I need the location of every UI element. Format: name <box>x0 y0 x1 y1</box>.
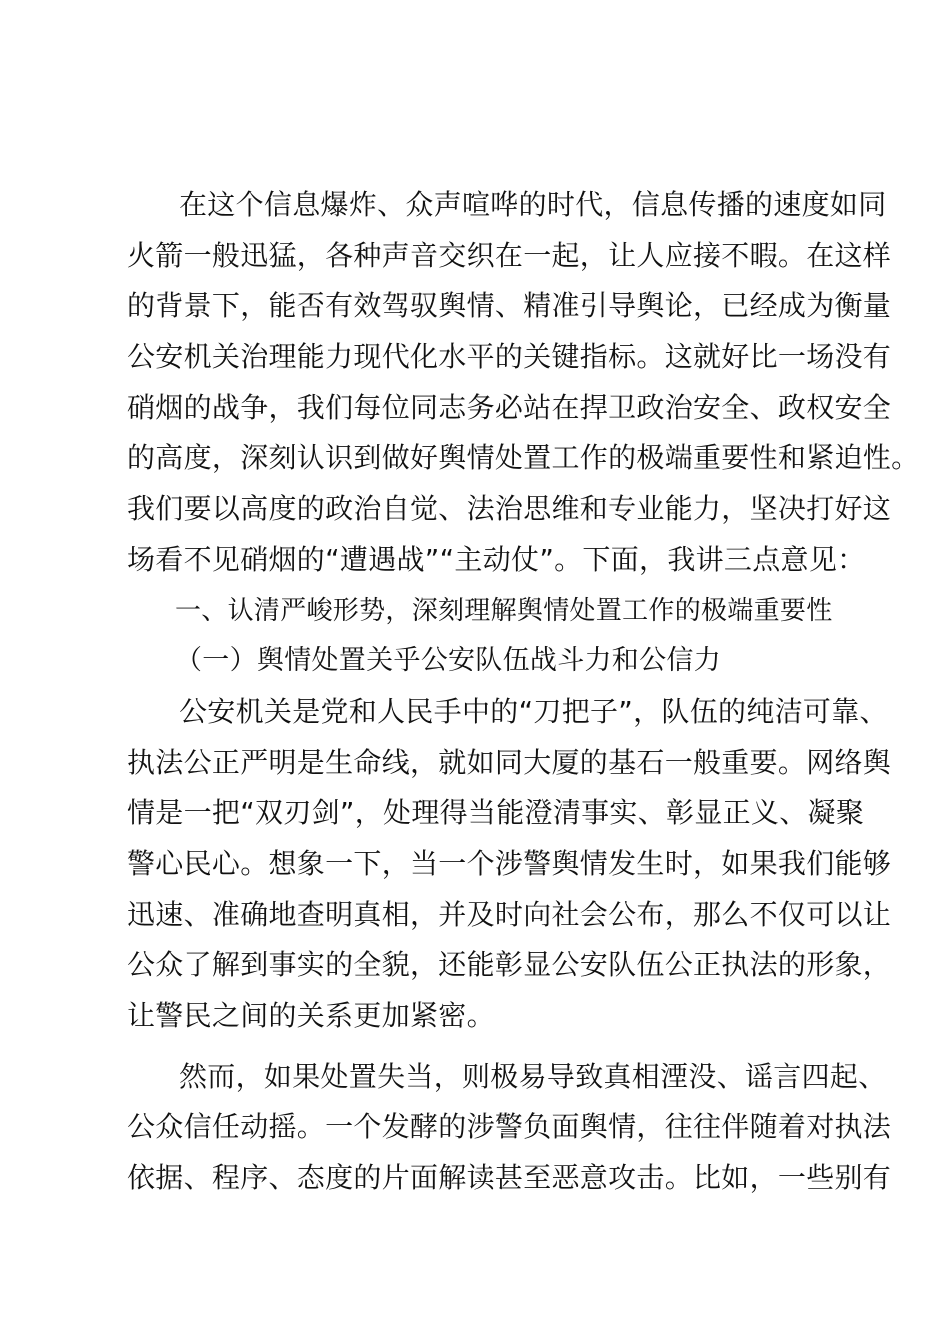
paragraph-1-line: 公安机关治理能力现代化水平的关键指标。这就好比一场没有 <box>127 340 892 374</box>
document-body <box>127 180 920 1204</box>
paragraph-2-line: 公安机关是党和人民手中的“刀把子”，队伍的纯洁可靠、 <box>179 694 888 728</box>
paragraph-1-line: 的高度，深刻认识到做好舆情处置工作的极端重要性和紧迫性。 <box>127 441 920 475</box>
paragraph-3-line: 公众信任动摇。一个发酵的涉警负面舆情，往往伴随着对执法 <box>127 1110 892 1144</box>
section-heading-1: 一、认清严峻形势，深刻理解舆情处置工作的极端重要性 <box>175 595 833 626</box>
subsection-heading-1: （一）舆情处置关乎公安队伍战斗力和公信力 <box>175 645 721 677</box>
paragraph-3-line: 依据、程序、态度的片面解读甚至恶意攻击。比如，一些别有 <box>127 1161 892 1195</box>
paragraph-2-line: 让警民之间的关系更加紧密。 <box>127 999 495 1032</box>
paragraph-2-line: 警心民心。想象一下，当一个涉警舆情发生时，如果我们能够 <box>127 846 892 880</box>
paragraph-1-line: 场看不见硝烟的“遭遇战”“主动仗”。下面，我讲三点意见： <box>127 542 866 576</box>
paragraph-1-line: 的背景下，能否有效驾驭舆情、精准引导舆论，已经成为衡量 <box>127 289 892 323</box>
paragraph-3-line: 然而，如果处置失当，则极易导致真相湮没、谣言四起、 <box>179 1059 887 1093</box>
paragraph-2-line: 情是一把“双刃剑”，处理得当能澄清事实、彰显正义、凝聚 <box>127 796 865 830</box>
paragraph-1-line: 在这个信息爆炸、众声喧哗的时代，信息传播的速度如同 <box>179 188 887 221</box>
paragraph-1-line: 硝烟的战争，我们每位同志务必站在捍卫政治安全、政权安全 <box>127 390 892 424</box>
paragraph-spacer <box>127 1042 847 1052</box>
paragraph-2-line: 执法公正严明是生命线，就如同大厦的基石一般重要。网络舆 <box>127 745 892 779</box>
paragraph-1-line: 火箭一般迅猛，各种声音交织在一起，让人应接不暇。在这样 <box>127 238 892 272</box>
paragraph-2-line: 迅速、准确地查明真相，并及时向社会公布，那么不仅可以让 <box>127 897 892 931</box>
paragraph-2-line: 公众了解到事实的全貌，还能彰显公安队伍公正执法的形象， <box>127 948 892 982</box>
paragraph-1-line: 我们要以高度的政治自觉、法治思维和专业能力，坚决打好这 <box>127 492 892 526</box>
